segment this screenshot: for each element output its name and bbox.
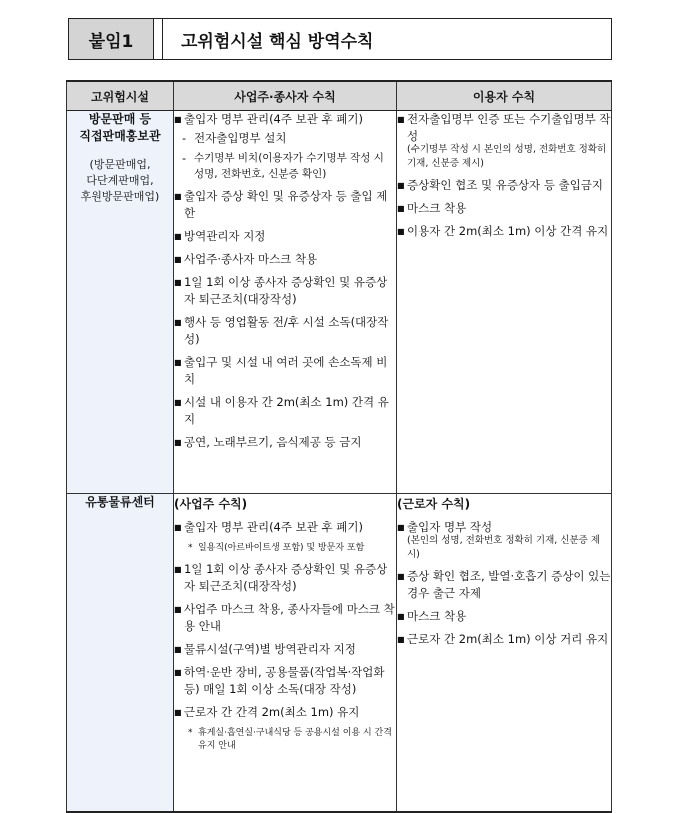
list-item: ■ 사업주·종사자 마스크 착용	[174, 252, 318, 266]
list-item: ■ 1일 1회 이상 종사자 증상확인 및 유증상자 퇴근조치(대장작성)	[174, 275, 388, 306]
list-item: ■ 마스크 착용	[397, 609, 467, 623]
list-item: ■ 출입자 명부 관리(4주 보관 후 폐기)	[174, 520, 363, 534]
employer-rules-heading: (사업주 수칙)	[174, 497, 248, 511]
list-item: ■ 근로자 간 간격 2m(최소 1m) 유지	[174, 705, 360, 719]
facility-cell-door-to-door	[67, 111, 174, 494]
worker-rules-heading: (근로자 수칙)	[397, 497, 471, 511]
facility-name: 유통물류센터	[85, 495, 155, 509]
attachment-header	[68, 18, 612, 60]
table-header-row	[67, 81, 612, 111]
list-item: ■ 출입자 증상 확인 및 유증상자 등 출입 제한	[174, 189, 388, 220]
list-subitem: - 수기명부 비치(이용자가 수기명부 작성 시 성명, 전화번호, 신분증 확인)	[182, 151, 384, 180]
list-item: ■ 증상 확인 협조, 발열·호흡기 증상이 있는 경우 출근 자제	[397, 569, 611, 600]
list-item-note: * 휴게실·흡연실·구내식당 등 공용시설 이용 시 간격 유지 안내	[188, 728, 392, 751]
list-item: ■ 1일 1회 이상 종사자 증상확인 및 유증상자 퇴근조치(대장작성)	[174, 562, 388, 593]
table-row	[67, 494, 612, 812]
header-divider	[154, 19, 163, 59]
list-item: ■ 사업주 마스크 착용, 종사자들에 마스크 착용 안내	[174, 602, 395, 633]
employer-rules-cell	[174, 494, 397, 812]
list-item: ■ 출입자 명부 작성	[397, 520, 493, 534]
list-item: ■ 공연, 노래부르기, 음식제공 등 금지	[174, 435, 362, 449]
list-item: ■ 마스크 착용	[397, 201, 467, 215]
list-item: ■ 행사 등 영업활동 전/후 시설 소독(대장작성)	[174, 315, 389, 346]
page-title: 고위험시설 핵심 방역수칙	[181, 31, 374, 52]
list-item-note: (본인의 성명, 전화번호 정확히 기재, 신분증 제시)	[407, 535, 601, 560]
column-header-operator: 사업주·종사자 수칙	[174, 81, 397, 111]
list-item: ■ 시설 내 이용자 간 2m(최소 1m) 간격 유지	[174, 395, 389, 426]
facility-subtypes: (방문판매업, 다단계판매업, 후원방문판매업)	[80, 158, 160, 203]
list-item: ■ 전자출입명부 인증 또는 수기출입명부 작성	[397, 112, 611, 143]
rules-table	[66, 80, 612, 813]
list-item: ■ 증상확인 협조 및 유증상자 등 출입금지	[397, 178, 604, 192]
worker-rules-cell	[397, 494, 612, 812]
list-item: ■ 하역·운반 장비, 공용물품(작업복·작업화 등) 매일 1회 이상 소독(대장 작성)	[174, 665, 385, 696]
table-row	[67, 111, 612, 494]
list-item: ■ 출입구 및 시설 내 여러 곳에 손소독제 비치	[174, 355, 388, 386]
user-rules-cell	[397, 111, 612, 494]
operator-rules-cell	[174, 111, 397, 494]
attachment-tag: 붙임1	[69, 19, 154, 59]
list-subitem: - 전자출입명부 설치	[182, 131, 287, 145]
facility-cell-logistics	[67, 494, 174, 812]
list-item: ■ 출입자 명부 관리(4주 보관 후 폐기)	[174, 112, 363, 126]
list-item-note: * 일용직(아르바이트생 포함) 및 방문자 포함	[188, 543, 365, 553]
facility-name: 방문판매 등 직접판매홍보관	[79, 112, 161, 143]
column-header-facility: 고위험시설	[67, 81, 174, 111]
list-item: ■ 근로자 간 2m(최소 1m) 이상 거리 유지	[397, 632, 609, 646]
column-header-user: 이용자 수칙	[397, 81, 612, 111]
list-item: ■ 방역관리자 지정	[174, 229, 266, 243]
list-item: ■ 물류시설(구역)별 방역관리자 지정	[174, 642, 356, 656]
list-item: ■ 이용자 간 2m(최소 1m) 이상 간격 유지	[397, 224, 609, 238]
list-item-note: (수기명부 작성 시 본인의 성명, 전화번호 정확히 기재, 신분증 제시)	[407, 144, 607, 169]
